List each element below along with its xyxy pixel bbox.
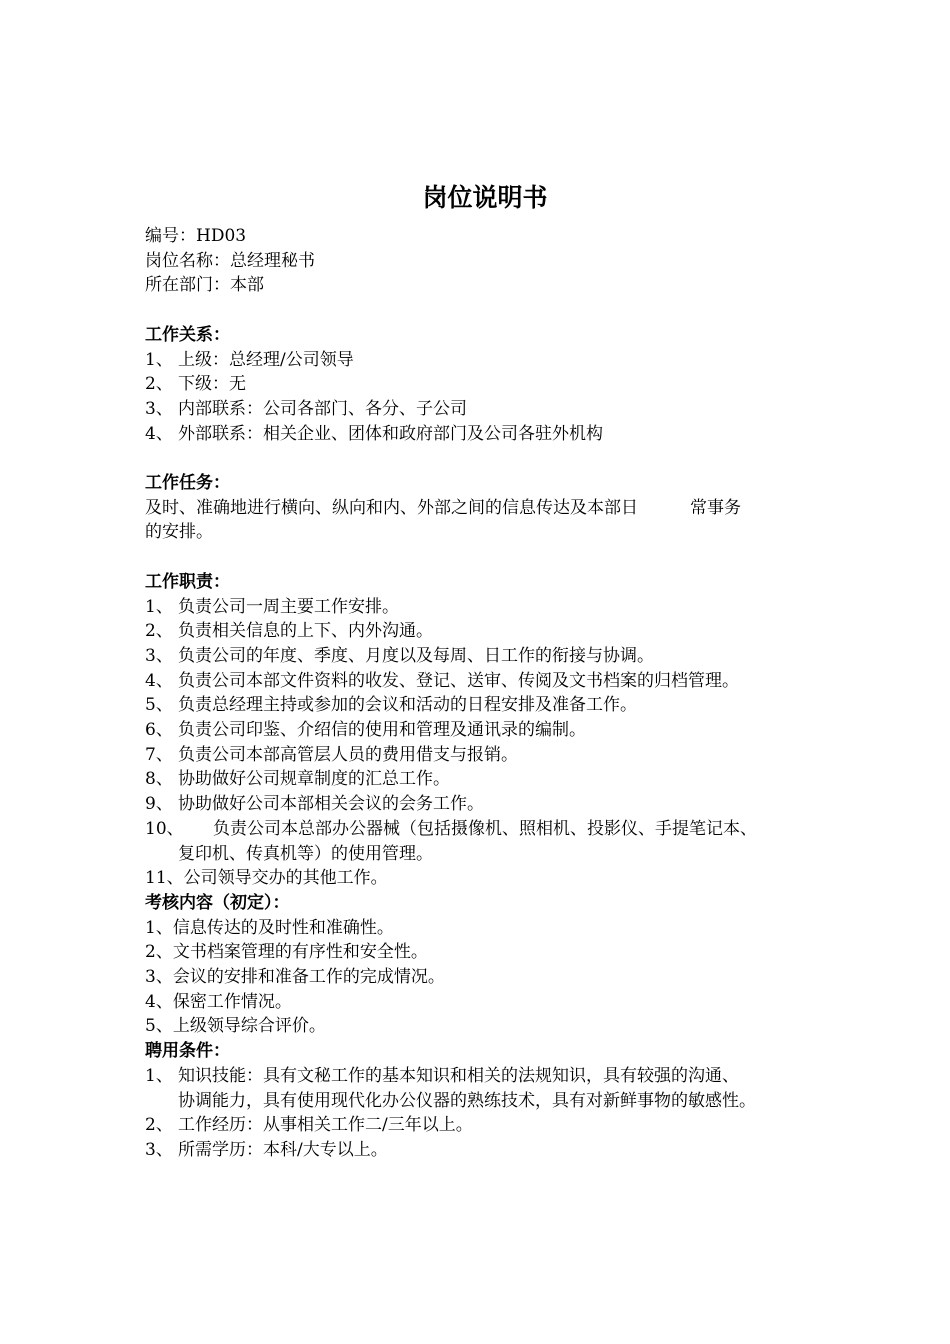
- assessment-item: 2、文书档案管理的有序性和安全性。: [145, 942, 428, 963]
- job-position: 岗位名称：总经理秘书: [145, 250, 315, 271]
- list-text: 负责公司本总部办公器械（包括摄像机、照相机、投影仪、手提笔记本、: [213, 818, 757, 839]
- task-text-part: 常事务: [690, 497, 741, 518]
- list-text: 协助做好公司本部相关会议的会务工作。: [178, 794, 484, 815]
- list-text: 工作经历：从事相关工作二/三年以上。: [178, 1115, 473, 1136]
- task-heading: 工作任务：: [145, 473, 230, 493]
- spacer: [145, 298, 825, 323]
- list-text: 负责公司本部高管层人员的费用借支与报销。: [178, 744, 518, 765]
- assessment-item: 5、上级领导综合评价。: [145, 1016, 326, 1037]
- list-number: 3、: [145, 398, 173, 419]
- relation-item: [145, 422, 825, 447]
- list-number: 2、: [145, 1115, 173, 1136]
- list-text: 协助做好公司规章制度的汇总工作。: [178, 769, 450, 790]
- document-title: 岗位说明书: [422, 183, 548, 212]
- assessment-heading: 考核内容（初定）：: [145, 892, 290, 913]
- duty-item: [145, 644, 825, 669]
- condition-item-continuation: 协调能力，具有使用现代化办公仪器的熟练技术，具有对新鲜事物的敏感性。: [178, 1090, 756, 1111]
- list-text: 负责相关信息的上下、内外沟通。: [178, 621, 433, 642]
- job-department: 所在部门：本部: [145, 275, 264, 296]
- list-number: 4、: [145, 670, 173, 691]
- list-text: 负责公司本部文件资料的收发、登记、送审、传阅及文书档案的归档管理。: [178, 670, 739, 691]
- duties-heading: 工作职责：: [145, 571, 230, 592]
- relation-item: [145, 397, 825, 422]
- assessment-item: 3、会议的安排和准备工作的完成情况。: [145, 967, 445, 988]
- spacer: [145, 446, 825, 471]
- duty-item: [145, 693, 825, 718]
- task-text-line: 的安排。: [145, 522, 213, 543]
- duty-item: [145, 669, 825, 694]
- list-text: 上级：总经理/公司领导: [178, 349, 354, 370]
- list-number: 2、: [145, 374, 173, 395]
- list-number: 7、: [145, 744, 173, 765]
- list-number: 10、: [145, 818, 184, 839]
- list-number: 6、: [145, 720, 173, 741]
- task-text-line: [145, 496, 825, 521]
- conditions-heading: 聘用条件：: [145, 1041, 230, 1062]
- condition-item: [145, 1064, 825, 1089]
- list-text: 外部联系：相关企业、团体和政府部门及公司各驻外机构: [178, 423, 603, 444]
- list-text: 内部联系：公司各部门、各分、子公司: [178, 398, 467, 419]
- list-number: 8、: [145, 769, 173, 790]
- list-number: 1、: [145, 1065, 173, 1086]
- duty-item: [145, 767, 825, 792]
- list-text: 负责总经理主持或参加的会议和活动的日程安排及准备工作。: [178, 695, 637, 716]
- list-number: 4、: [145, 423, 173, 444]
- relation-item: [145, 372, 825, 397]
- job-code: 编号：HD03: [145, 226, 247, 246]
- relation-item: [145, 348, 825, 373]
- duty-item: [145, 817, 825, 842]
- list-text: 知识技能：具有文秘工作的基本知识和相关的法规知识，具有较强的沟通、: [178, 1065, 739, 1086]
- duty-item: [145, 619, 825, 644]
- list-text: 负责公司一周主要工作安排。: [178, 596, 399, 617]
- assessment-item: 4、保密工作情况。: [145, 991, 292, 1012]
- list-text: 负责公司的年度、季度、月度以及每周、日工作的衔接与协调。: [178, 645, 654, 666]
- relations-heading: 工作关系：: [145, 324, 230, 345]
- task-text-part: 及时、准确地进行横向、纵向和内、外部之间的信息传达及本部日: [145, 497, 638, 518]
- duty-item: 11、公司领导交办的其他工作。: [145, 868, 388, 889]
- document-page: [145, 176, 825, 1163]
- list-number: 3、: [145, 645, 173, 666]
- list-number: 9、: [145, 794, 173, 815]
- list-text: 所需学历：本科/大专以上。: [178, 1139, 388, 1160]
- duty-item: [145, 595, 825, 620]
- spacer: [145, 545, 825, 570]
- condition-item: [145, 1113, 825, 1138]
- assessment-item: 1、信息传达的及时性和准确性。: [145, 917, 394, 938]
- list-number: 3、: [145, 1139, 173, 1160]
- duty-item: [145, 743, 825, 768]
- duty-item: [145, 792, 825, 817]
- list-number: 1、: [145, 596, 173, 617]
- condition-item: [145, 1138, 825, 1163]
- list-text: 负责公司印鉴、介绍信的使用和管理及通讯录的编制。: [178, 720, 586, 741]
- duty-item: [145, 718, 825, 743]
- duty-item-continuation: 复印机、传真机等）的使用管理。: [178, 843, 433, 864]
- list-number: 1、: [145, 349, 173, 370]
- list-text: 下级：无: [178, 374, 246, 395]
- list-number: 2、: [145, 621, 173, 642]
- list-number: 5、: [145, 695, 173, 716]
